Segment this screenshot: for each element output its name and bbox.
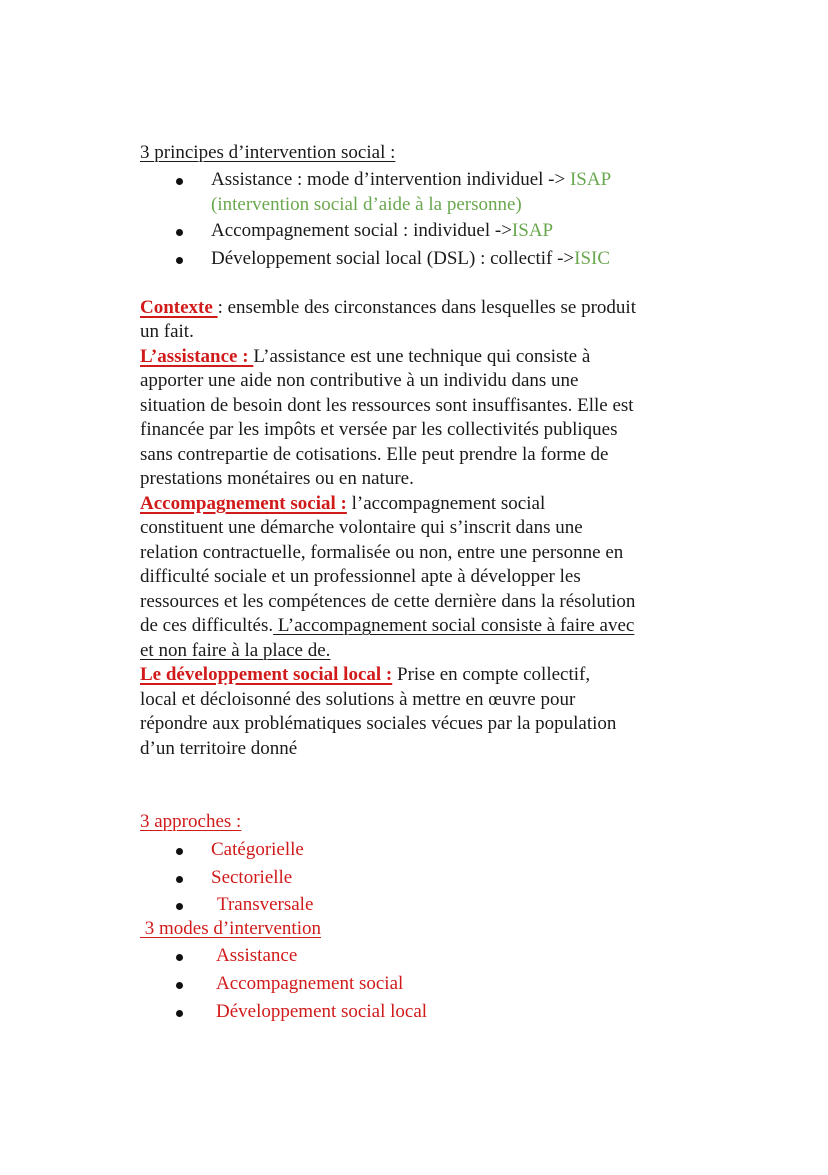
definition-line: sans contrepartie de cotisations. Elle peut prendre la forme de: [140, 444, 609, 465]
principe-tag: ISIC: [574, 248, 611, 269]
underlined-statement: L’accompagnement social consiste à faire avec: [273, 615, 635, 636]
mode-item: Assistance: [216, 945, 298, 966]
principes-heading: 3 principes d’intervention social :: [140, 142, 396, 163]
term-accompagnement: Accompagnement social :: [140, 493, 347, 514]
bullet-icon: [176, 178, 183, 185]
principe-tag: ISAP: [569, 169, 612, 190]
definition-line: un fait.: [140, 321, 194, 342]
principe-item-accompagnement: [211, 219, 553, 243]
approche-item: Catégorielle: [211, 839, 304, 860]
principe-item-assistance-note: (intervention social d’aide à la personne): [211, 194, 522, 215]
definition-line: de ces difficultés. L’accompagnement social consiste à faire avec: [140, 615, 635, 636]
principe-item-assistance: [211, 168, 611, 192]
bullet-icon: [176, 1010, 183, 1017]
definition-line: répondre aux problématiques sociales vécues par la population: [140, 713, 617, 734]
principe-text: Accompagnement social : individuel ->: [211, 220, 512, 241]
bullet-icon: [176, 903, 183, 910]
definition-line: apporter une aide non contributive à un individu dans une: [140, 370, 579, 391]
bullet-icon: [176, 876, 183, 883]
principe-tag: ISAP: [511, 220, 554, 241]
modes-heading: 3 modes d’intervention: [140, 918, 321, 939]
principe-text: Assistance : mode d’intervention individuel ->: [211, 169, 570, 190]
definition-line: local et décloisonné des solutions à mettre en œuvre pour: [140, 689, 576, 710]
bullet-icon: [176, 982, 183, 989]
definition-dsl: Le développement social local : Prise en compte collectif,: [140, 664, 591, 685]
approche-item: Sectorielle: [211, 867, 293, 888]
bullet-icon: [176, 229, 183, 236]
principe-item-dsl: [211, 247, 610, 271]
principe-text: Développement social local (DSL) : collectif ->: [211, 248, 575, 269]
definition-line: constituent une démarche volontaire qui s’inscrit dans une: [140, 517, 583, 538]
definition-line: prestations monétaires ou en nature.: [140, 468, 414, 489]
definition-assistance: L’assistance : L’assistance est une technique qui consiste à: [140, 346, 591, 367]
definition-contexte: Contexte : ensemble des circonstances dans lesquelles se produit: [140, 297, 636, 318]
definition-line: situation de besoin dont les ressources sont insuffisantes. Elle est: [140, 395, 634, 416]
definition-line: difficulté sociale et un professionnel apte à développer les: [140, 566, 581, 587]
definition-line: d’un territoire donné: [140, 738, 298, 759]
mode-item: Développement social local: [216, 1001, 428, 1022]
mode-item: Accompagnement social: [216, 973, 404, 994]
definition-accompagnement: Accompagnement social : l’accompagnement social: [140, 493, 546, 514]
definition-line: ressources et les compétences de cette dernière dans la résolution: [140, 591, 636, 612]
bullet-icon: [176, 954, 183, 961]
approche-item: Transversale: [217, 894, 314, 915]
term-assistance: L’assistance :: [140, 346, 254, 367]
bullet-icon: [176, 848, 183, 855]
underlined-statement: et non faire à la place de.: [140, 640, 331, 661]
term-contexte: Contexte: [140, 297, 218, 318]
term-dsl: Le développement social local :: [140, 664, 393, 685]
approches-heading: 3 approches :: [140, 811, 242, 832]
definition-line: relation contractuelle, formalisée ou non, entre une personne en: [140, 542, 624, 563]
bullet-icon: [176, 257, 183, 264]
definition-line: financée par les impôts et versée par les collectivités publiques: [140, 419, 618, 440]
